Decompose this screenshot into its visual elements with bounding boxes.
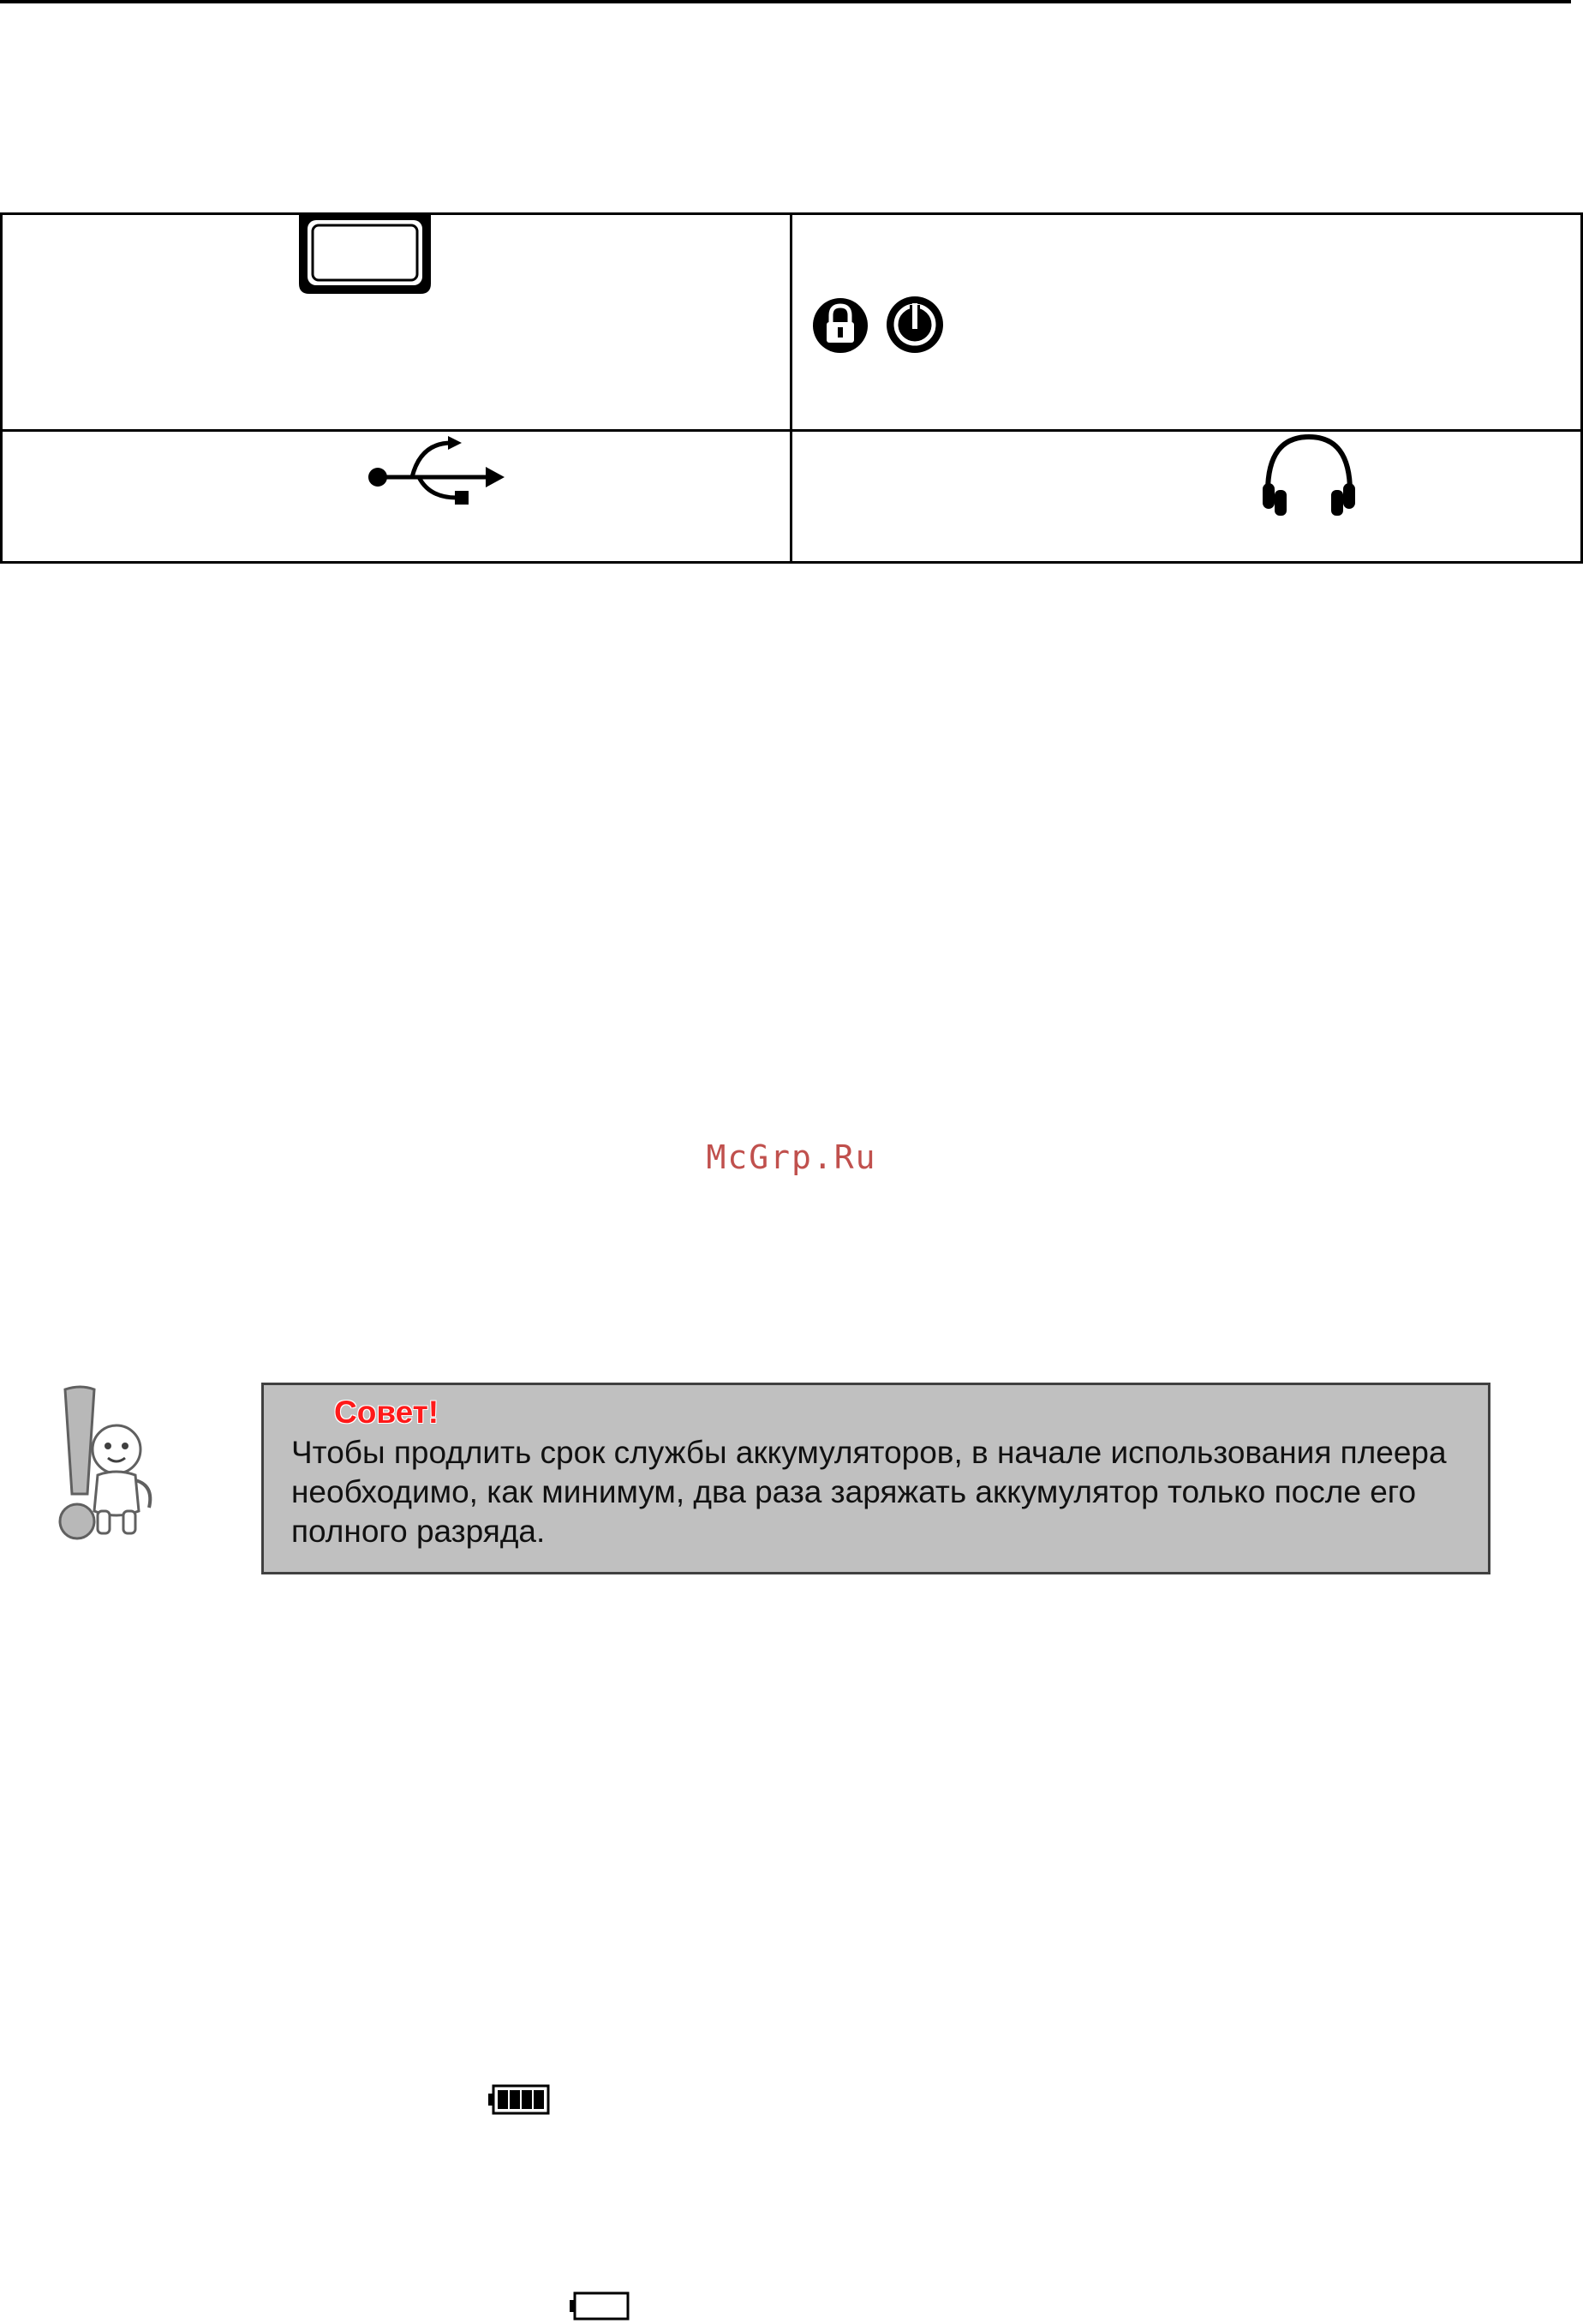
lock-icon bbox=[812, 295, 869, 355]
top-rule bbox=[0, 0, 1571, 3]
tip-text: Чтобы продлить срок службы аккумуляторов, в начале использования плеера необходимо, как минимум, два раза заряжать аккумулятор только после его полного разряда. bbox=[291, 1435, 1447, 1549]
card-slot-icon bbox=[299, 215, 431, 295]
ports-table-cell-headphones bbox=[790, 429, 1583, 564]
tip-title: Совет! bbox=[334, 1395, 439, 1430]
ports-table-cell-lock-power bbox=[790, 212, 1583, 432]
power-icon bbox=[885, 295, 945, 355]
ports-table-cell-card-slot bbox=[0, 212, 792, 432]
headphones-icon bbox=[1259, 432, 1359, 517]
tip-box bbox=[261, 1383, 1490, 1574]
ports-table-cell-usb bbox=[0, 429, 792, 564]
battery-full-icon bbox=[487, 2084, 550, 2115]
exclamation-mascot-icon bbox=[46, 1383, 175, 1545]
usb-icon bbox=[367, 436, 505, 505]
battery-empty-icon bbox=[568, 2291, 630, 2321]
ports-table bbox=[0, 212, 1583, 564]
watermark: McGrp.Ru bbox=[706, 1138, 877, 1176]
